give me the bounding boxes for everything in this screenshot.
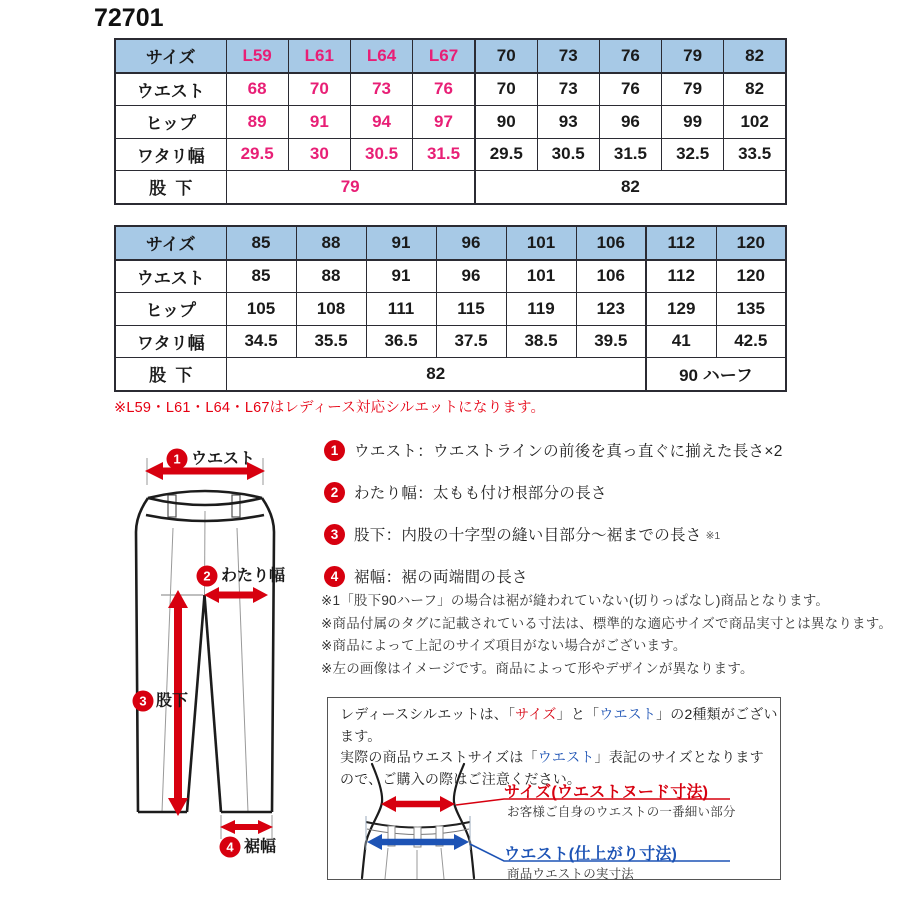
measure-badge: 4 xyxy=(324,566,345,587)
plain-text: ので、ご購入の際はご注意ください。 xyxy=(340,771,582,788)
row-label: 股下 xyxy=(115,171,226,204)
size-cell: 42.5 xyxy=(716,325,786,358)
measure-text: 裾幅：裾の両端間の長さ xyxy=(354,569,528,586)
size-cell: 90 xyxy=(475,106,537,139)
size-cell: 79 xyxy=(226,171,475,204)
product-number: 72701 xyxy=(94,4,164,32)
size-cell: 70 xyxy=(475,73,537,106)
size-cell: 38.5 xyxy=(506,325,576,358)
size-cell: 129 xyxy=(646,293,716,326)
size-cell: 91 xyxy=(288,106,350,139)
size-cell: 105 xyxy=(226,293,296,326)
measure-definitions-list xyxy=(324,439,783,607)
note-line: ※左の画像はイメージです。商品によって形やデザインが異なります。 xyxy=(321,661,754,677)
highlighted-term: サイズ xyxy=(515,706,557,722)
size-cell: 34.5 xyxy=(226,325,296,358)
measure-item-2 xyxy=(324,481,783,503)
size-table-large xyxy=(114,225,787,392)
size-cell: 101 xyxy=(506,260,576,293)
size-cell: 112 xyxy=(646,260,716,293)
hem-label: 裾幅 xyxy=(244,838,277,856)
size-cell: 115 xyxy=(436,293,506,326)
size-cell: 91 xyxy=(366,226,436,260)
size-cell: 82 xyxy=(724,73,786,106)
measure-badge: 2 xyxy=(324,482,345,503)
highlighted-term: ウエスト xyxy=(537,749,595,766)
measure-item-4 xyxy=(324,565,783,587)
size-cell: 73 xyxy=(537,39,599,73)
size-row xyxy=(115,39,786,73)
size-cell: 111 xyxy=(366,293,436,326)
size-cell: 96 xyxy=(436,260,506,293)
size-cell: 30.5 xyxy=(350,138,412,171)
size-cell: 33.5 xyxy=(724,138,786,171)
size-cell: 30.5 xyxy=(537,138,599,171)
size-cell: 41 xyxy=(646,325,716,358)
size-cell: 96 xyxy=(436,226,506,260)
size-cell: 85 xyxy=(226,226,296,260)
size-cell: 102 xyxy=(724,106,786,139)
inseam-label: 股下 xyxy=(156,692,189,710)
size-cell: 76 xyxy=(413,73,475,106)
size-cell: 88 xyxy=(296,226,366,260)
size-cell: 76 xyxy=(599,73,661,106)
size-row xyxy=(115,73,786,106)
row-label: ウエスト xyxy=(115,260,226,293)
size-cell: 76 xyxy=(599,39,661,73)
measure-footnote-ref: ※1 xyxy=(705,530,721,542)
size-cell: L67 xyxy=(413,39,475,73)
size-row xyxy=(115,325,786,358)
box-text-line xyxy=(340,747,780,769)
plain-text: 」表記のサイズとなります xyxy=(594,749,764,766)
plain-text: レディースシルエットは、「 xyxy=(340,706,516,722)
size-cell: 85 xyxy=(226,260,296,293)
size-cell: 82 xyxy=(724,39,786,73)
badge-1: 1 xyxy=(173,451,181,467)
ladies-silhouette-text xyxy=(340,704,780,791)
measure-item-3 xyxy=(324,523,783,545)
size-cell: 35.5 xyxy=(296,325,366,358)
size-cell: 70 xyxy=(475,39,537,73)
size-row xyxy=(115,358,786,391)
measure-badges xyxy=(133,449,241,858)
row-label: 股下 xyxy=(115,358,226,391)
row-label: ウエスト xyxy=(115,73,226,106)
size-cell: 79 xyxy=(662,73,724,106)
row-label: ヒップ xyxy=(115,106,226,139)
size-cell: 31.5 xyxy=(413,138,475,171)
box-text-line xyxy=(340,704,780,747)
size-cell: 106 xyxy=(576,226,646,260)
nude-size-sub: お客様ご自身のウエストの一番細い部分 xyxy=(507,805,736,819)
ladies-silhouette-info-box xyxy=(327,697,781,880)
size-cell: 108 xyxy=(296,293,366,326)
measure-text: ウエスト：ウエストラインの前後を真っ直ぐに揃えた長さ×2 xyxy=(354,443,783,460)
size-row xyxy=(115,260,786,293)
size-cell: 82 xyxy=(475,171,786,204)
finished-waist-sub: 商品ウエストの実寸法 xyxy=(507,867,635,881)
size-cell: 88 xyxy=(296,260,366,293)
badge-2: 2 xyxy=(203,568,211,584)
plain-text: 」の2種類がございます。 xyxy=(340,706,778,744)
finished-waist-label: ウエスト(仕上がり寸法) xyxy=(504,846,678,863)
size-row xyxy=(115,293,786,326)
size-row xyxy=(115,106,786,139)
measure-text: 股下：内股の十字型の縫い目部分～裾までの長さ xyxy=(354,527,702,544)
size-cell: 123 xyxy=(576,293,646,326)
size-cell: 73 xyxy=(537,73,599,106)
size-cell: 94 xyxy=(350,106,412,139)
measure-badge: 1 xyxy=(324,440,345,461)
size-table-2-body xyxy=(115,226,786,391)
size-cell: 101 xyxy=(506,226,576,260)
note-line: ※商品付属のタグに記載されている寸法は、標準的な適応サイズで商品実寸とは異なります。 xyxy=(321,615,893,631)
size-cell: 91 xyxy=(366,260,436,293)
size-cell: 135 xyxy=(716,293,786,326)
waist-label: ウエスト xyxy=(191,450,256,468)
measure-text: わたり幅：太もも付け根部分の長さ xyxy=(354,485,607,502)
nude-waist-arrow xyxy=(381,796,455,812)
ladies-silhouette-note: ※L59・L61・L64・L67はレディース対応シルエットになります。 xyxy=(114,400,546,416)
size-cell: L59 xyxy=(226,39,288,73)
measure-badge: 3 xyxy=(324,524,345,545)
notes-list xyxy=(321,590,896,681)
badge-3: 3 xyxy=(139,693,147,709)
size-cell: 37.5 xyxy=(436,325,506,358)
nude-size-label: サイズ(ウエストヌード寸法) xyxy=(504,784,709,801)
size-cell: 39.5 xyxy=(576,325,646,358)
highlighted-term: ウエスト xyxy=(599,706,657,722)
size-table-ladies-mens xyxy=(114,38,787,205)
size-cell: 31.5 xyxy=(599,138,661,171)
size-cell: 68 xyxy=(226,73,288,106)
row-label: ワタリ幅 xyxy=(115,325,226,358)
size-cell: 30 xyxy=(288,138,350,171)
row-label: ヒップ xyxy=(115,293,226,326)
size-row xyxy=(115,226,786,260)
size-cell: L61 xyxy=(288,39,350,73)
size-row xyxy=(115,138,786,171)
size-row xyxy=(115,171,786,204)
measure-item-1 xyxy=(324,439,783,461)
row-label: ワタリ幅 xyxy=(115,138,226,171)
size-cell: 82 xyxy=(226,358,646,391)
thigh-label: わたり幅 xyxy=(221,567,286,585)
note-line: ※1「股下90ハーフ」の場合は裾が縫われていない(切りっぱなし)商品となります。 xyxy=(321,593,830,608)
size-cell: 32.5 xyxy=(662,138,724,171)
size-cell: 73 xyxy=(350,73,412,106)
note-line: ※商品によって上記のサイズ項目がない場合がございます。 xyxy=(321,638,687,654)
size-cell: 29.5 xyxy=(226,138,288,171)
size-cell: 120 xyxy=(716,260,786,293)
size-cell: 106 xyxy=(576,260,646,293)
size-cell: 112 xyxy=(646,226,716,260)
badge-4: 4 xyxy=(226,839,234,855)
pants-diagram xyxy=(105,438,345,895)
plain-text: 」と「 xyxy=(556,706,600,722)
size-cell: 93 xyxy=(537,106,599,139)
size-table-1-body xyxy=(115,39,786,204)
size-cell: 29.5 xyxy=(475,138,537,171)
size-cell: 97 xyxy=(413,106,475,139)
size-cell: 119 xyxy=(506,293,576,326)
size-cell: L64 xyxy=(350,39,412,73)
plain-text: 実際の商品ウエストサイズは「 xyxy=(340,749,538,766)
size-cell: 89 xyxy=(226,106,288,139)
row-label: サイズ xyxy=(115,39,226,73)
size-cell: 99 xyxy=(662,106,724,139)
size-cell: 36.5 xyxy=(366,325,436,358)
size-cell: 70 xyxy=(288,73,350,106)
size-cell: 79 xyxy=(662,39,724,73)
size-cell: 120 xyxy=(716,226,786,260)
size-cell: 90 ハーフ xyxy=(646,358,786,391)
row-label: サイズ xyxy=(115,226,226,260)
size-cell: 96 xyxy=(599,106,661,139)
